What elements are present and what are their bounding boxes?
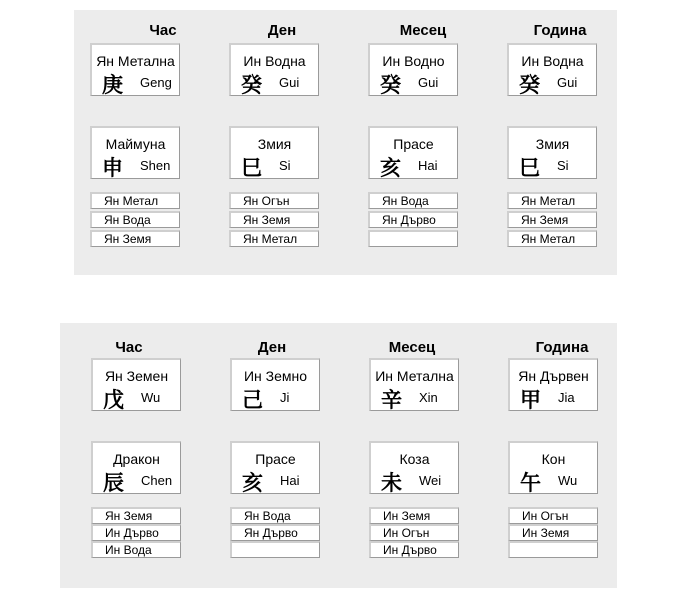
branch-pinyin: Shen	[140, 158, 171, 173]
branch-char: 申	[102, 156, 123, 180]
branch-char: 午	[520, 471, 541, 495]
branch-label: Прасе	[393, 136, 434, 152]
stem-box-day[interactable]	[229, 43, 319, 96]
stem-box-month[interactable]	[368, 43, 458, 96]
branch-label: Змия	[535, 136, 570, 152]
hidden-stem-field[interactable]: Ян Земя	[91, 507, 181, 524]
hidden-stem-field[interactable]: Ин Вода	[91, 541, 181, 558]
branch-pinyin: Si	[279, 158, 291, 173]
branch-box-day[interactable]	[230, 441, 320, 494]
bottom-chart-panel	[60, 323, 617, 588]
stem-label: Ин Водна	[243, 53, 306, 69]
branch-pinyin: Wei	[419, 473, 442, 488]
stem-box-month[interactable]	[369, 358, 459, 411]
hidden-stem-field[interactable]: Ин Земя	[369, 507, 459, 524]
branch-label: Дракон	[113, 451, 160, 467]
stem-pinyin: Jia	[558, 390, 575, 405]
branch-box-month[interactable]	[369, 441, 459, 494]
stem-pinyin: Wu	[141, 390, 161, 405]
branch-char: 未	[381, 471, 402, 495]
stem-label: Ян Дървен	[518, 368, 589, 384]
header-month: Месец	[399, 22, 447, 39]
header-hour: Час	[149, 22, 177, 39]
hidden-stem-field[interactable]: Ин Огън	[508, 507, 598, 524]
branch-box-hour[interactable]	[90, 126, 180, 179]
hidden-stem-field[interactable]: Ян Вода	[230, 507, 320, 524]
hidden-stem-field[interactable]: Ян Метал	[90, 192, 180, 209]
branch-char: 巳	[241, 156, 262, 180]
stem-char: 己	[242, 388, 263, 412]
hidden-stem-field[interactable]: Ян Метал	[229, 230, 319, 247]
hidden-stem-field[interactable]: Ян Дърво	[230, 524, 320, 541]
stem-label: Ин Земно	[243, 368, 308, 384]
stem-box-year[interactable]	[507, 43, 597, 96]
stem-char: 癸	[519, 73, 540, 97]
branch-pinyin: Wu	[558, 473, 578, 488]
stem-label: Ин Водно	[382, 53, 445, 69]
header-day: Ден	[257, 339, 287, 356]
stem-pinyin: Geng	[140, 75, 172, 90]
hidden-stem-field[interactable]: Ян Метал	[507, 230, 597, 247]
branch-char: 亥	[242, 471, 263, 495]
header-year: Година	[535, 339, 589, 356]
stem-pinyin: Xin	[419, 390, 438, 405]
top-chart-panel	[74, 10, 617, 275]
branch-box-year[interactable]	[508, 441, 598, 494]
hidden-stem-field[interactable]: Ин Земя	[508, 524, 598, 541]
stem-box-year[interactable]	[508, 358, 598, 411]
hidden-stem-field[interactable]: Ин Огън	[369, 524, 459, 541]
stem-pinyin: Gui	[279, 75, 300, 90]
hidden-stem-field[interactable]: Ин Дърво	[369, 541, 459, 558]
stem-char: 辛	[381, 388, 402, 412]
hidden-stem-field[interactable]: Ян Огън	[229, 192, 319, 209]
branch-char: 辰	[103, 471, 124, 495]
branch-label: Коза	[399, 451, 430, 467]
branch-box-month[interactable]	[368, 126, 458, 179]
hidden-stem-field[interactable]: Ян Земя	[507, 211, 597, 228]
branch-label: Маймуна	[105, 136, 166, 152]
header-hour: Час	[115, 339, 143, 356]
hidden-stem-field[interactable]: Ин Дърво	[91, 524, 181, 541]
branch-char: 亥	[380, 156, 401, 180]
hidden-stem-field[interactable]: Ян Дърво	[368, 211, 458, 228]
branch-label: Змия	[257, 136, 292, 152]
stem-label: Ин Метална	[375, 368, 454, 384]
hidden-stem-field[interactable]	[230, 541, 320, 558]
stem-label: Ян Земен	[104, 368, 169, 384]
branch-char: 巳	[519, 156, 540, 180]
stem-label: Ян Метална	[96, 53, 175, 69]
branch-box-year[interactable]	[507, 126, 597, 179]
branch-box-hour[interactable]	[91, 441, 181, 494]
header-day: Ден	[267, 22, 297, 39]
stem-char: 甲	[520, 388, 541, 412]
branch-pinyin: Hai	[280, 473, 300, 488]
branch-box-day[interactable]	[229, 126, 319, 179]
hidden-stem-field[interactable]: Ян Метал	[507, 192, 597, 209]
header-year: Година	[533, 22, 587, 39]
branch-pinyin: Chen	[141, 473, 173, 488]
header-month: Месец	[388, 339, 436, 356]
stem-char: 癸	[380, 73, 401, 97]
hidden-stem-field[interactable]	[508, 541, 598, 558]
stem-char: 戊	[103, 388, 124, 412]
stem-box-hour[interactable]	[90, 43, 180, 96]
stem-box-hour[interactable]	[91, 358, 181, 411]
branch-label: Кон	[541, 451, 566, 467]
stem-char: 癸	[241, 73, 262, 97]
hidden-stem-field[interactable]: Ян Вода	[90, 211, 180, 228]
branch-label: Прасе	[255, 451, 296, 467]
stem-char: 庚	[102, 73, 123, 97]
hidden-stem-field[interactable]	[368, 230, 458, 247]
hidden-stem-field[interactable]: Ян Вода	[368, 192, 458, 209]
stem-label: Ин Водна	[521, 53, 584, 69]
stem-pinyin: Gui	[557, 75, 578, 90]
stem-pinyin: Ji	[280, 390, 290, 405]
stem-box-day[interactable]	[230, 358, 320, 411]
branch-pinyin: Hai	[418, 158, 438, 173]
stem-pinyin: Gui	[418, 75, 439, 90]
hidden-stem-field[interactable]: Ян Земя	[229, 211, 319, 228]
branch-pinyin: Si	[557, 158, 569, 173]
hidden-stem-field[interactable]: Ян Земя	[90, 230, 180, 247]
